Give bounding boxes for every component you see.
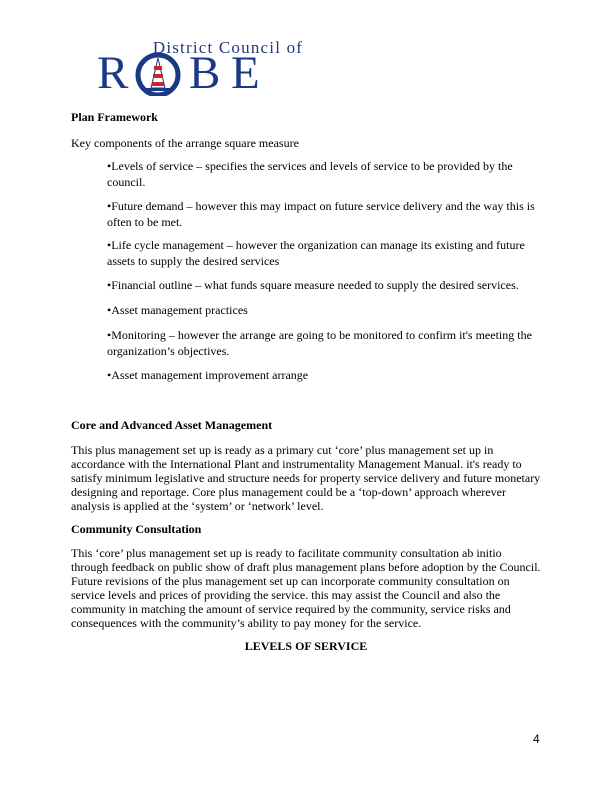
bullet-financial-outline: •Financial outline – what funds square measure needed to supply the desired services. (107, 278, 519, 292)
logo-council-name: District Council of (152, 38, 304, 57)
bullet-improvement: •Asset management improvement arrange (107, 368, 309, 382)
plan-framework-heading: Plan Framework (71, 110, 158, 124)
bullet-asset-practices: •Asset management practices (107, 303, 248, 317)
page-number: 4 (533, 732, 540, 746)
plan-framework-intro: Key components of the arrange square measure (71, 136, 299, 150)
bullet-future-demand: •Future demand – however this may impact on future service delivery and the way this is often to be met. (107, 199, 535, 229)
core-advanced-body: This plus management set up is ready as a primary cut ‘core’ plus management set up in accordance with the International Plant and instrumentality Management Manual. it's ready to satisfy minimum legislative and structure needs for property service delivery and future monetary designing and reportage. Core plus management could be a ‘top-down’ approach wherever analysis is applied at the ‘system’ or ‘network’ level. (71, 443, 541, 513)
logo-robe-wordmark: R B E (97, 47, 260, 99)
bullet-life-cycle: •Life cycle management – however the organization can manage its existing and future assets to supply the desired services (107, 238, 525, 268)
community-body: This ‘core’ plus management set up is ready to facilitate community consultation ab initio through feedback on public show of draft plus management plans before adoption by the Council. Future revisions of the plus management set up can incorporate community consultation on service levels and prices of providing the service. this may assist the Council and also the community in matching the amount of service required by the community, service risks and consequences with the community’s ability to pay money for the service. (71, 546, 541, 630)
bullet-levels-of-service: •Levels of service – specifies the services and levels of service to be provided by the council. (107, 159, 513, 189)
lighthouse-icon (135, 52, 181, 96)
community-heading: Community Consultation (71, 522, 202, 536)
core-advanced-heading: Core and Advanced Asset Management (71, 418, 273, 432)
levels-of-service-heading: LEVELS OF SERVICE (244, 639, 368, 653)
bullet-monitoring: •Monitoring – however the arrange are going to be monitored to confirm it's meeting the organization’s objectives. (107, 328, 532, 358)
council-logo (95, 38, 357, 99)
